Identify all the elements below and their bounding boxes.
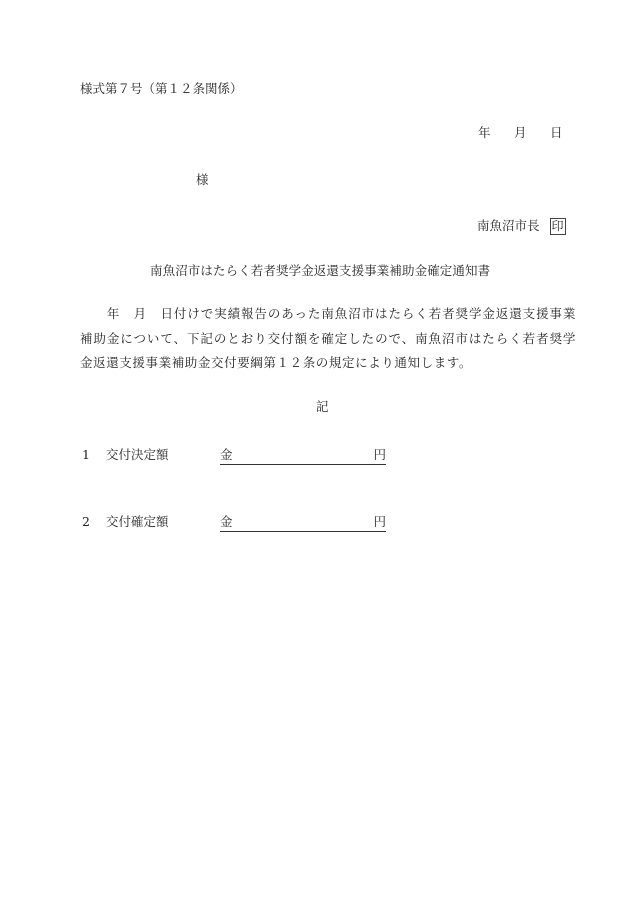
recipient-honorific: 様 xyxy=(196,172,209,187)
issuer xyxy=(477,218,566,235)
item-confirmed-amount xyxy=(82,512,386,532)
item-number: 2 xyxy=(82,514,90,529)
date-month-label: 月 xyxy=(514,125,527,140)
amount-prefix: 金 xyxy=(220,447,233,462)
item-number: 1 xyxy=(82,447,90,462)
amount-suffix: 円 xyxy=(373,447,386,462)
amount-field xyxy=(220,512,386,532)
date-day-label: 日 xyxy=(550,125,563,140)
document-title: 南魚沼市はたらく若者奨学金返還支援事業補助金確定通知書 xyxy=(150,263,491,278)
item-label: 交付確定額 xyxy=(106,514,169,529)
form-number: 様式第７号（第１２条関係） xyxy=(80,81,243,96)
item-decision-amount xyxy=(82,445,386,465)
seal-icon: 印 xyxy=(550,218,566,235)
issuer-name: 南魚沼市長 xyxy=(477,218,540,234)
item-label: 交付決定額 xyxy=(106,447,169,462)
date-year-label: 年 xyxy=(478,125,491,140)
amount-field xyxy=(220,445,386,465)
date-line xyxy=(478,127,563,140)
amount-prefix: 金 xyxy=(220,514,233,529)
ki-heading: 記 xyxy=(316,399,329,414)
amount-suffix: 円 xyxy=(373,514,386,529)
body-text: 年 月 日付けで実績報告のあった南魚沼市はたらく若者奨学金返還支援事業補助金について、下記のとおり交付額を確定したので、南魚沼市はたらく若者奨学金返還支援事業補助金交付要綱第１２条の規定により通知します。 xyxy=(80,306,576,370)
body-paragraph xyxy=(80,302,576,376)
